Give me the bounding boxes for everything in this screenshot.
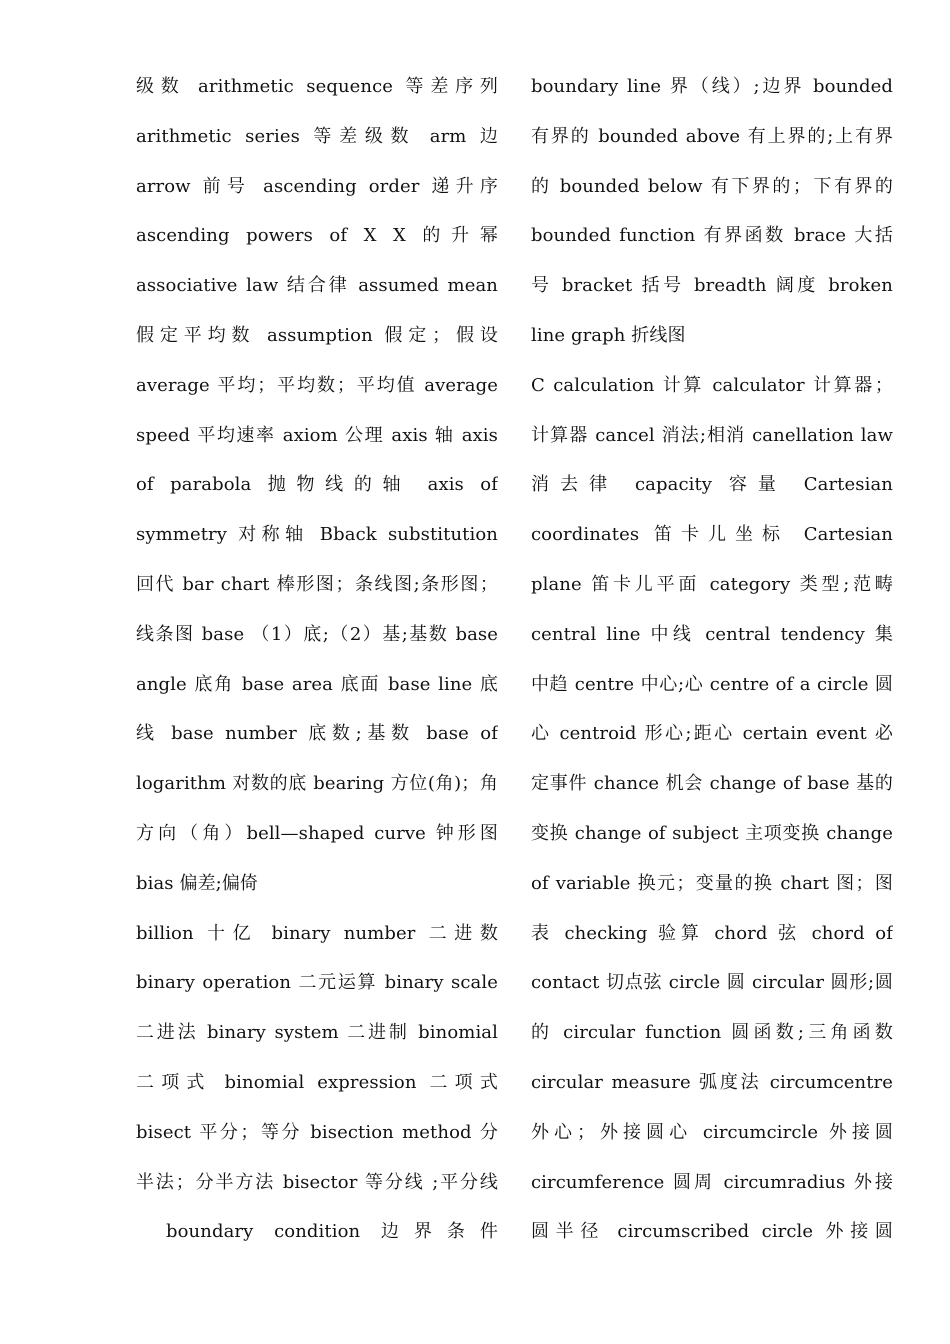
text-line: 的 circular function 圆函数;三角函数 (531, 1022, 893, 1044)
text-line: average 平均；平均数；平均值 average (136, 374, 498, 396)
text-line: 表 checking 验算 chord 弦 chord of (531, 922, 893, 944)
text-line: symmetry 对称轴 Bback substitution (136, 524, 498, 546)
text-line: 二进法 binary system 二进制 binomial (136, 1022, 498, 1044)
text-line: 有界的 bounded above 有上界的;上有界 (531, 125, 893, 147)
text-line: bias 偏差;偏倚 (136, 872, 259, 894)
text-line: 心 centroid 形心;距心 certain event 必 (531, 723, 893, 745)
text-line: 圆半径 circumscribed circle 外接圆 (531, 1221, 893, 1243)
text-line: ascending powers of X X 的升幂 (136, 225, 498, 247)
text-line: billion 十亿 binary number 二进数 (136, 922, 498, 944)
text-line: line graph 折线图 (531, 324, 686, 346)
text-line: 线 base number 底数;基数 base of (136, 723, 498, 745)
text-line: angle 底角 base area 底面 base line 底 (136, 673, 498, 695)
text-line: C calculation 计算 calculator 计算器； (531, 374, 893, 396)
text-line: 假定平均数 assumption 假定；假设 (136, 324, 498, 346)
text-line: circular measure 弧度法 circumcentre (531, 1071, 893, 1093)
text-line: bisect 平分；等分 bisection method 分 (136, 1121, 498, 1143)
text-line: circumference 圆周 circumradius 外接 (531, 1171, 893, 1193)
text-line: 号 bracket 括号 breadth 阔度 broken (531, 275, 893, 297)
text-line: binary operation 二元运算 binary scale (136, 972, 498, 994)
text-line: 线条图 base （1）底;（2）基;基数 base (136, 623, 498, 645)
text-line: of parabola 抛物线的轴 axis of (136, 474, 498, 496)
text-line: 外心；外接圆心 circumcircle 外接圆 (531, 1121, 893, 1143)
text-line: 变换 change of subject 主项变换 change (531, 822, 893, 844)
text-line: 级数 arithmetic sequence 等差序列 (136, 76, 498, 97)
text-line: bounded function 有界函数 brace 大括 (531, 225, 893, 247)
text-line: 定事件 chance 机会 change of base 基的 (531, 773, 893, 795)
text-line: 回代 bar chart 棒形图；条线图;条形图； (136, 573, 498, 595)
text-line: arrow 前号 ascending order 递升序 (136, 175, 498, 197)
text-line: logarithm 对数的底 bearing 方位(角)；角 (136, 773, 498, 795)
text-line: arithmetic series 等差级数 arm 边 (136, 125, 498, 147)
text-line: 中趋 centre 中心;心 centre of a circle 圆 (531, 673, 893, 695)
text-line: boundary condition 边界条件 (166, 1221, 498, 1243)
text-line: of variable 换元；变量的换 chart 图；图 (531, 872, 893, 894)
text-line: plane 笛卡儿平面 category 类型;范畴 (531, 573, 893, 595)
text-line: 消去律 capacity 容量 Cartesian (531, 474, 893, 496)
text-line: contact 切点弦 circle 圆 circular 圆形;圆 (531, 972, 893, 994)
text-line: associative law 结合律 assumed mean (136, 275, 498, 297)
text-line: 计算器 cancel 消法;相消 canellation law (531, 424, 893, 446)
left-column (136, 62, 498, 1257)
right-column (531, 62, 893, 1257)
text-line: speed 平均速率 axiom 公理 axis 轴 axis (136, 424, 498, 446)
text-line: coordinates 笛卡儿坐标 Cartesian (531, 524, 893, 546)
text-line: central line 中线 central tendency 集 (531, 623, 893, 645)
text-line: 半法；分半方法 bisector 等分线 ;平分线 (136, 1171, 498, 1193)
text-line: 方向（角）bell—shaped curve 钟形图 (136, 822, 498, 844)
text-line: 的 bounded below 有下界的；下有界的 (531, 175, 893, 197)
text-line: boundary line 界（线）;边界 bounded (531, 76, 893, 97)
text-line: 二项式 binomial expression 二项式 (136, 1071, 498, 1093)
